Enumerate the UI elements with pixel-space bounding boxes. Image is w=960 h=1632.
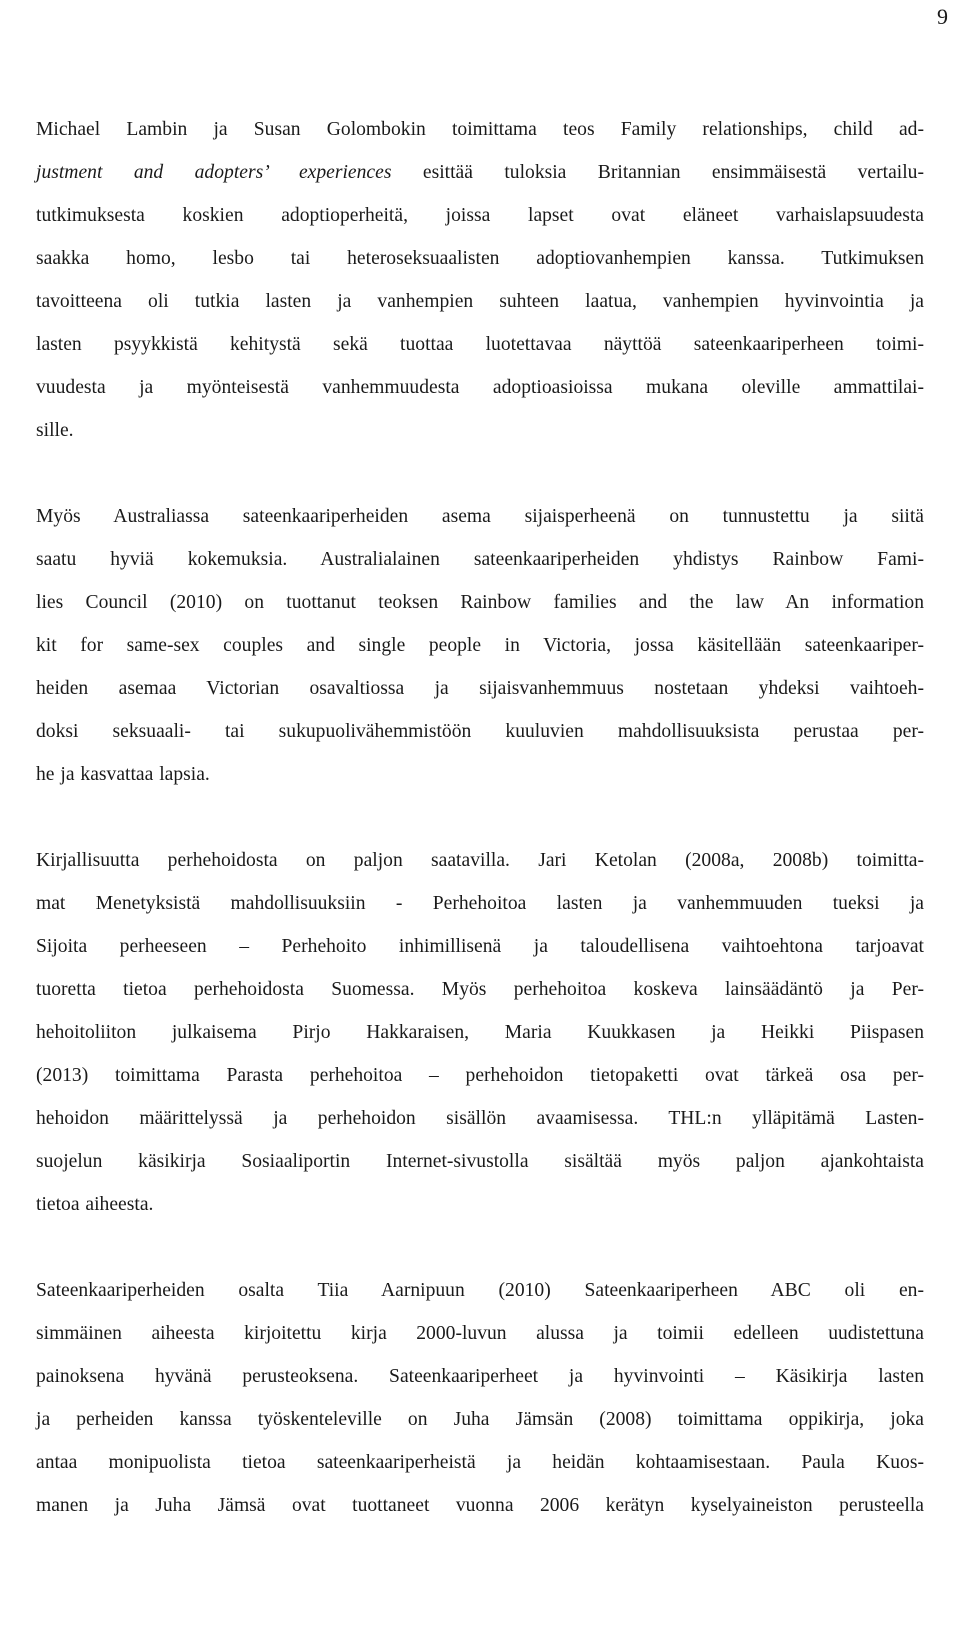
paragraph-family-relationships [36,108,924,452]
text-line: mat Menetyksistä mahdollisuuksiin - Perhehoitoa lasten ja vanhemmuuden tueksi ja [36,893,924,914]
text-line: lasten psyykkistä kehitystä sekä tuottaa luotettavaa näyttöä sateenkaariperheen toimi- [36,334,924,355]
text-line: sille. [36,420,74,441]
text-line: heiden asemaa Victorian osavaltiossa ja sijaisvanhemmuus nostetaan yhdeksi vaihtoeh- [36,678,924,699]
text-line: saakka homo, lesbo tai heteroseksuaalisten adoptiovanhempien kanssa. Tutkimuksen [36,248,924,269]
document-body [36,108,924,1527]
paragraph-perhehoito-literature [36,839,924,1226]
text-line: Kirjallisuutta perhehoidosta on paljon saatavilla. Jari Ketolan (2008a, 2008b) toimitta- [36,850,924,871]
text-line: tutkimuksesta koskien adoptioperheitä, joissa lapset ovat eläneet varhaislapsuudesta [36,205,924,226]
text-line: antaa monipuolista tietoa sateenkaariperheistä ja heidän kohtaamisestaan. Paula Kuos- [36,1452,924,1473]
text-line: tietoa aiheesta. [36,1194,154,1215]
text-line: Sijoita perheeseen – Perhehoito inhimillisenä ja taloudellisena vaihtoehtona tarjoavat [36,936,924,957]
text-line: Sateenkaariperheiden osalta Tiia Aarnipuun (2010) Sateenkaariperheen ABC oli en- [36,1280,924,1301]
text-line: painoksena hyvänä perusteoksena. Sateenkaariperheet ja hyvinvointi – Käsikirja lasten [36,1366,924,1387]
text-line: manen ja Juha Jämsä ovat tuottaneet vuonna 2006 kerätyn kyselyaineiston perusteella [36,1495,924,1516]
text-line: justment and adopters’ experiences esittää tuloksia Britannian ensimmäisestä vertailu- [36,162,924,183]
text-line: simmäinen aiheesta kirjoitettu kirja 2000-luvun alussa ja toimii edelleen uudistettuna [36,1323,924,1344]
text-line: suojelun käsikirja Sosiaaliportin Internet-sivustolla sisältää myös paljon ajankohtaista [36,1151,924,1172]
text-line: Myös Australiassa sateenkaariperheiden asema sijaisperheenä on tunnustettu ja siitä [36,506,924,527]
text-line: Michael Lambin ja Susan Golombokin toimittama teos Family relationships, child ad- [36,119,924,140]
paragraph-australia [36,495,924,796]
paragraph-sateenkaariperheet-literature [36,1269,924,1527]
text-line: vuudesta ja myönteisestä vanhemmuudesta adoptioasioissa mukana oleville ammattilai- [36,377,924,398]
text-line: tuoretta tietoa perhehoidosta Suomessa. Myös perhehoitoa koskeva lainsäädäntö ja Per- [36,979,924,1000]
text-line: kit for same-sex couples and single people in Victoria, jossa käsitellään sateenkaariper- [36,635,924,656]
text-line: hehoitoliiton julkaisema Pirjo Hakkaraisen, Maria Kuukkasen ja Heikki Piispasen [36,1022,924,1043]
text-line: hehoidon määrittelyssä ja perhehoidon sisällön avaamisessa. THL:n ylläpitämä Lasten- [36,1108,924,1129]
book-title-italic: justment and adopters’ experiences [36,162,392,183]
text-line: doksi seksuaali- tai sukupuolivähemmistöön kuuluvien mahdollisuuksista perustaa per- [36,721,924,742]
text-line: he ja kasvattaa lapsia. [36,764,210,785]
text-line: ja perheiden kanssa työskenteleville on Juha Jämsän (2008) toimittama oppikirja, joka [36,1409,924,1430]
text-line: lies Council (2010) on tuottanut teoksen Rainbow families and the law An information [36,592,924,613]
text-line: tavoitteena oli tutkia lasten ja vanhempien suhteen laatua, vanhempien hyvinvointia ja [36,291,924,312]
text-line: (2013) toimittama Parasta perhehoitoa – perhehoidon tietopaketti ovat tärkeä osa per- [36,1065,924,1086]
text-line: saatu hyviä kokemuksia. Australialainen sateenkaariperheiden yhdistys Rainbow Fami- [36,549,924,570]
page-number: 9 [937,4,948,29]
